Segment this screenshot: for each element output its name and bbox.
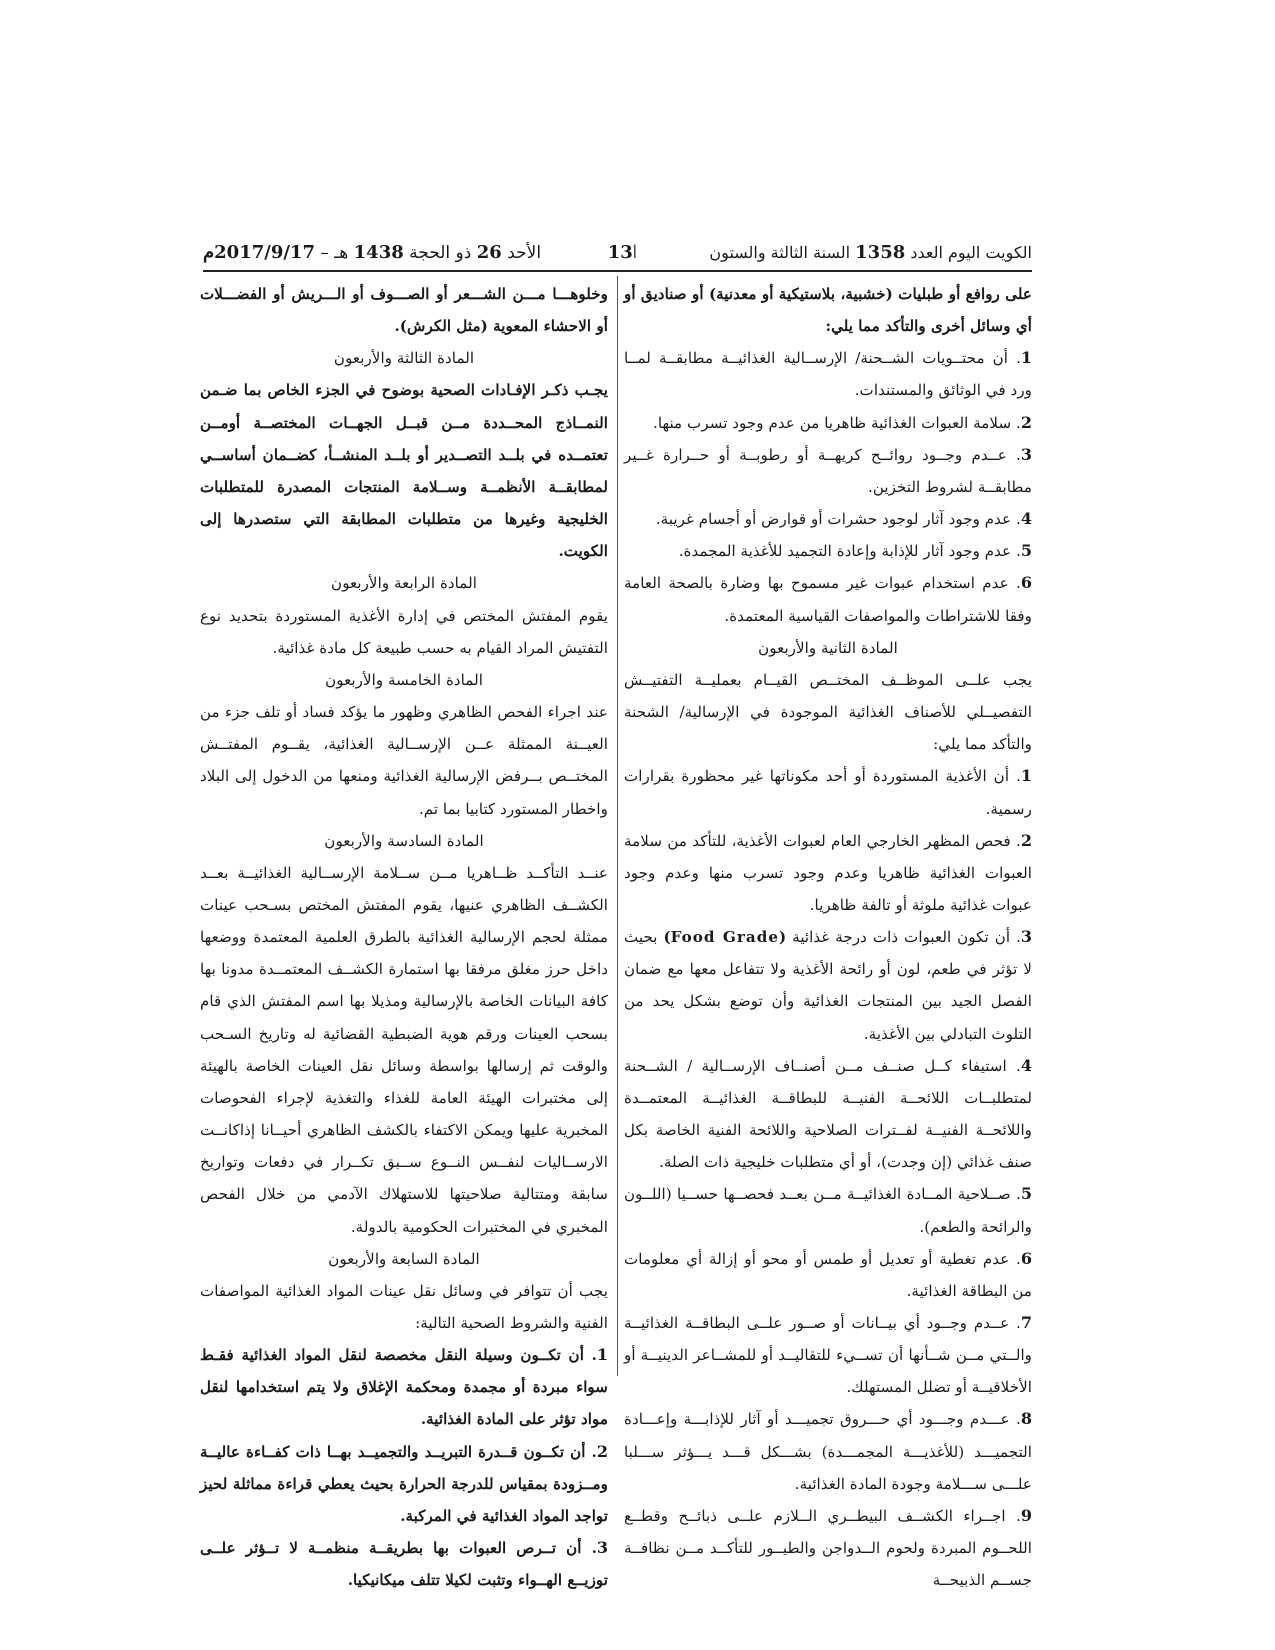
list-item (200, 1436, 608, 1532)
article-heading-42: المادة الثانية والأربعون (758, 638, 898, 657)
header-page-number (608, 242, 643, 263)
list-item (624, 921, 1032, 1050)
item-text: . أن تكون العبوات ذات درجة غذائية (792, 928, 1021, 947)
header-hijri-year: 1438 (353, 241, 404, 263)
item-number: 2 (1020, 412, 1032, 432)
article-heading-46: المادة السادسة والأربعون (324, 831, 484, 850)
item-text: . عدم وجود آثار للإذابة وإعادة التجميد للأغذية المجمدة. (678, 542, 1021, 561)
item-text: . اجــراء الكشــف البيطــري الــلازم علــى ذبائــح وقطــع اللحــوم المبردة ولحوم الــدواجن والطيــور للتأكــد مــن نظافــة جســم الذبيحــة (624, 1506, 1032, 1590)
header-gregorian-date: 2017/9/17م (203, 241, 315, 263)
list-item (624, 342, 1032, 406)
item-number: 1 (1020, 766, 1032, 786)
list-item (624, 503, 1032, 535)
item-number: 4 (1020, 509, 1032, 529)
item-number: 6 (1020, 573, 1032, 593)
item-text: . عدم تغطية أو تعديل أو طمس أو محو أو إزالة أي معلومات من البطاقة الغذائية. (624, 1249, 1032, 1300)
item-text: . استيفاء كــل صنــف مــن أصنــاف الإرســالية / الشــحنة لمتطلبــات اللائحــة الفنيــة للبطاقــة الغذائيــة المعتمــدة واللائحــة الفنيــة لفــترات الصلاحية واللائحة الفنية الخاصة بكل صنف غذائي (إن وجدت)، أو أي متطلبات خليجية ذات الصلة. (624, 1056, 1032, 1172)
item-text: . أن تــرص العبوات بها بطريقــة منظمــة لا تــؤثر علــى توزيــع الهــواء وتثبت لكيلا تتلف ميكانيكيا. (200, 1539, 608, 1590)
header-rule (203, 270, 1032, 272)
item-text: . أن تكــون وسيلة النقل مخصصة لنقل المواد الغذائية فقـط سواء مبردة أو مجمدة ومحكمة الإغلاق ولا يتم استخدامها لنقل مواد تؤثر على المادة الغذائية. (200, 1346, 608, 1429)
list-item (624, 535, 1032, 567)
item-number: 2 (1020, 830, 1032, 850)
item-text: . عــدم وجــود أي بيــانات أو صــور علــى البطاقــة الغذائيــة والــتي مــن شــأنها أن تســيء للتقاليــد أو للمشــاعر الدينيــة أو الأخلاقيــة أو تضلل المستهلك. (624, 1314, 1032, 1397)
item-text: . فحص المظهر الخارجي العام لعبوات الأغذية، للتأكد من سلامة العبوات الغذائية ظاهريا وعدم وجود تسرب منها وعدم وجود عبوات غذائية ملوثة أو تالفة ظاهريا. (624, 831, 1032, 914)
item-number: 1 (596, 1345, 608, 1365)
list-inspection-b (624, 760, 1032, 1596)
item-number: 9 (1020, 1505, 1032, 1525)
item-number: 7 (1020, 1313, 1032, 1332)
list-item (200, 1532, 608, 1596)
header-year-text: السنة الثالثة والستون (709, 242, 851, 262)
item-text: . أن محتــويات الشــحنة/ الإرســالية الغذائيــة مطابقــة لمــا ورد في الوثائق والمستندات. (624, 349, 1032, 400)
item-number: 3 (596, 1538, 608, 1558)
header-day-num: 26 (476, 241, 502, 263)
list-item (624, 1178, 1032, 1242)
list-item (200, 1339, 608, 1435)
article-43-text: يجـب ذكـر الإفـادات الصحية بوضوح في الجزء الخاص بما ضـمن النمــاذج المحــددة مــن قبــل الجهــات المختصــة أومــن تعتمــده في بلــد التصــدير أو بلــد المنشــأ، كضــمان أساســي لمطابقــة الأنظمــة وســلامة المنتجات المصدرة للمتطلبات الخليجية وغيرها من متطلبات المطابقة التي ستصدرها إلى الكويت. (200, 381, 608, 561)
item-number: 1 (1020, 348, 1032, 368)
article-45-text: عند اجراء الفحص الظاهري وظهور ما يؤكد فساد أو تلف جزء من العيــنة الممثلة عــن الإرســالية الغذائية، يقــوم المفتــش المختــص بــرفض الإرسالية الغذائية ومنعها من الدخول إلى البلاد واخطار المستورد كتابيا بما تم. (200, 703, 608, 818)
right-column (624, 278, 1032, 1596)
item-text: . عدم وجود آثار لوجود حشرات أو قوارض أو أجسام غريبة. (655, 510, 1021, 529)
article-heading-44: المادة الرابعة والأربعون (331, 574, 477, 593)
item-text: . صــلاحية المــادة الغذائيــة مــن بعــد فحصــها حســيا (اللــون والرائحة والطعم). (624, 1185, 1032, 1236)
item-text: . عـــدم وجـــود أي حـــروق تجميـــد أو آثار للإذابـــة وإعـــادة التجميـــد (للأغذيـــة المجمـــدة) بشـــكل قـــد يـــؤثر ســـلبا علـــى ســـلامة وجودة المادة الغذائية. (624, 1410, 1032, 1493)
list-transport-requirements (200, 1339, 608, 1596)
item-number: 3 (1020, 444, 1032, 464)
article-42-intro: يجب علــى الموظــف المختــص القيــام بعمليــة التفتيــش التفصيــلي للأصناف الغذائية الموجودة في الإرسالية/ الشحنة والتأكد مما يلي: (624, 670, 1032, 754)
item-text: . سلامة العبوات الغذائية ظاهريا من عدم وجود تسرب منها. (653, 413, 1021, 432)
continuation-paragraph: وخلوهـــا مـــن الشـــعر أو الصـــوف أو الـــريش أو الفضـــلات أو الاحشاء المعوية (مثل الكرش). (200, 285, 608, 336)
intro-paragraph: على روافع أو طبليات (خشبية، بلاستيكية أو معدنية) أو صناديق أو أي وسائل أخرى والتأكد مما يلي: (624, 285, 1032, 336)
list-item (624, 567, 1032, 631)
food-grade-term: (Food Grade) (663, 928, 787, 947)
list-item (624, 825, 1032, 921)
article-heading-47: المادة السابعة والأربعون (328, 1249, 480, 1268)
page-header (203, 238, 1032, 266)
item-text-rest: بحيث لا تؤثر في طعم، لون أو رائحة الأغذية ولا تتفاعل معها مع ضمان الفصل الجيد بين المنتجات الغذائية وأن توضع بشكل يحد من التلوث التبادلي بين الأغذية. (624, 928, 1032, 1043)
item-number: 4 (1020, 1055, 1032, 1075)
item-text: . عدم استخدام عبوات غير مسموح بها وضارة بالصحة العامة وفقا للاشتراطات والمواصفات القياسية المعتمدة. (624, 574, 1032, 625)
header-issue (709, 242, 1032, 263)
list-inspection-a (624, 342, 1032, 631)
item-text: . أن الأغذية المستوردة أو أحد مكوناتها غير محظورة بقرارات رسمية. (624, 767, 1032, 818)
header-day: الأحد (507, 242, 542, 263)
left-column (200, 278, 608, 1596)
item-number: 3 (1020, 927, 1033, 947)
article-46-text: عنــد التأكــد ظــاهريا مــن ســلامة الإرســالية الغذائيــة بعــد الكشــف الظاهري عنيها، يقوم المفتش المختص بسـحب عينات ممثلة لحجم الإرسالية الغذائية بالطرق العلمية المعتمدة ووضعها داخل حرز مغلق مرفقا بها استمارة الكشــف المعتمــدة مدونا بها كافة البيانات الخاصة بالإرسالية ومذيلا بها اسم المفتش الذي قام بسحب العينات ورقم هوية الضبطية القضائية له وتاريخ السـحب والوقت ثم إرسالها بواسطة وسائل نقل العينات الخاصة بالهيئة إلى مختبرات الهيئة العامة للغذاء والتغذية لإجراء الفحوصات المخبرية عليها ويمكن الاكتفاء بالكشف الظاهري أحيــانا إذاكانــت الارســاليات لنفــس النــوع ســبق تكــرار في دفعات وتواريخ سابقة ومتتالية صلاحيتها للاستهلاك الآدمي من خلال الفحص المخبري في المختبرات الحكومية بالدولة. (200, 863, 608, 1236)
list-item (624, 407, 1032, 439)
list-item (624, 760, 1032, 824)
item-number: 6 (1020, 1248, 1032, 1268)
header-hijri-suffix: هـ – (320, 242, 349, 263)
item-text: . أن تكــون قــدرة التبريــد والتجميــد بهــا ذات كفــاءة عاليــة ومــزودة بمقياس للدرجة الحرارة بحيث يعطي قراءة مماثلة لحيز تواجد المواد الغذائية في المركبة. (200, 1442, 608, 1525)
list-item (624, 439, 1032, 503)
item-number: 2 (596, 1441, 608, 1461)
list-item (624, 1243, 1032, 1307)
item-number: 8 (1020, 1409, 1032, 1429)
page-number: 13 (607, 241, 633, 263)
header-month: ذو الحجة (409, 242, 472, 263)
item-number: 5 (1020, 541, 1032, 561)
article-47-text: يجب أن تتوافر في وسائل نقل عينات المواد الغذائية المواصفات الفنية والشروط الصحية التالية: (200, 1281, 608, 1332)
item-text: . عــدم وجــود روائــح كريهــة أو رطوبــة أو حــرارة غــير مطابقــة لشروط التخزين. (624, 445, 1032, 496)
list-item (624, 1050, 1032, 1179)
list-item (624, 1403, 1032, 1499)
header-issue-label: الكويت اليوم العدد (910, 242, 1032, 262)
article-heading-43: المادة الثالثة والأربعون (333, 349, 475, 368)
header-issue-number: 1358 (855, 241, 906, 263)
list-item (624, 1307, 1032, 1403)
header-date (203, 242, 541, 263)
list-item (624, 1500, 1032, 1596)
article-44-text: يقوم المفتش المختص في إدارة الأغذية المستوردة بتحديد نوع التفتيش المراد القيام به حسب طبيعة كل مادة غذائية. (200, 606, 608, 657)
page-letter: أ (632, 245, 637, 262)
column-divider (617, 276, 618, 1376)
article-heading-45: المادة الخامسة والأربعون (325, 670, 483, 689)
item-number: 5 (1020, 1184, 1032, 1204)
